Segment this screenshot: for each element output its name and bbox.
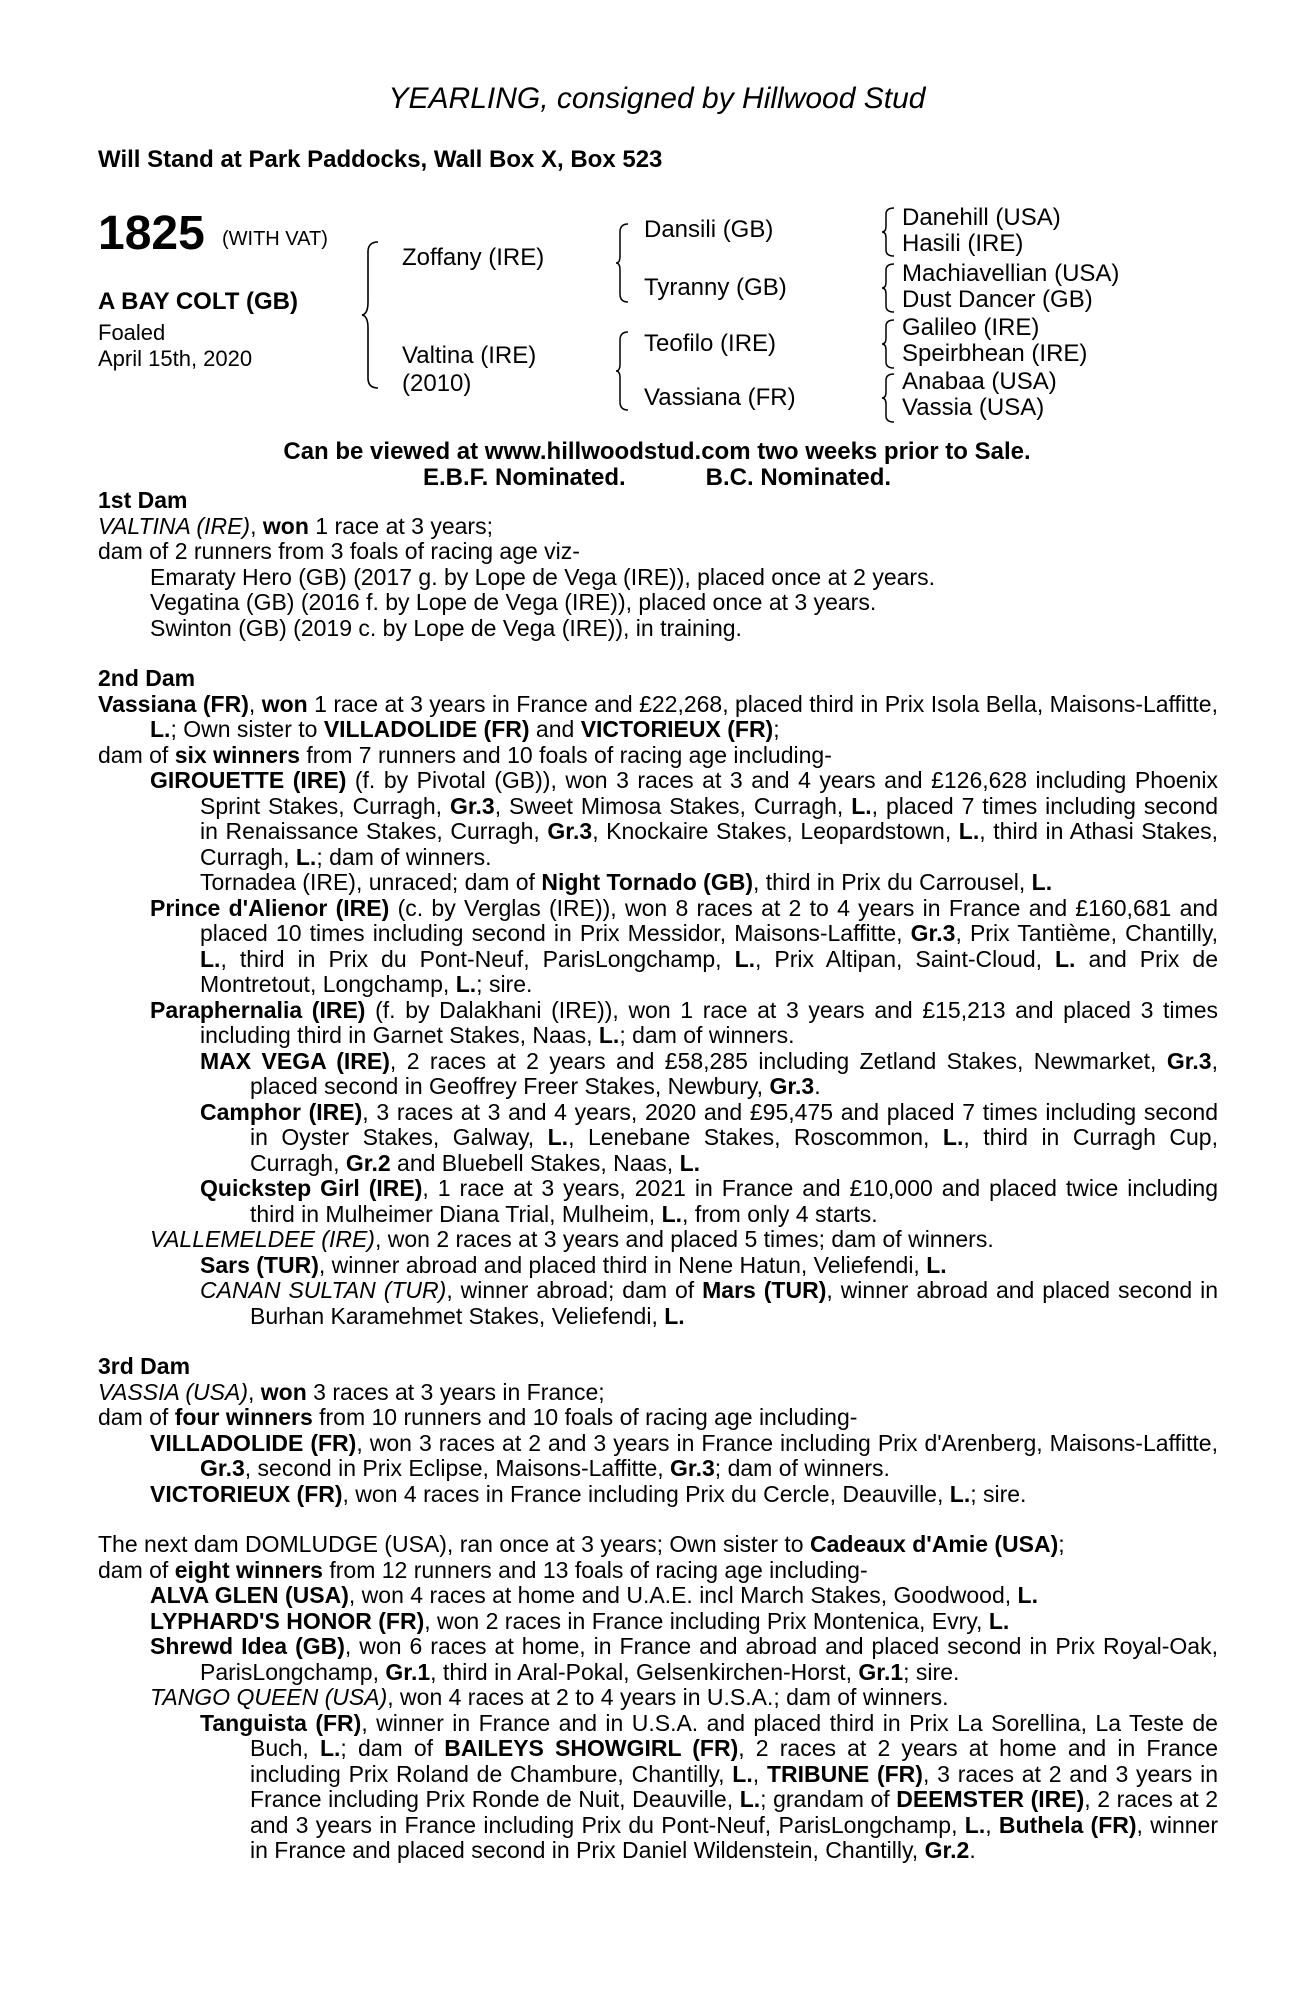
- first-dam-produce: dam of 2 runners from 3 foals of racing age viz-: [98, 538, 580, 564]
- pedigree-gen2: Teofilo (IRE): [644, 330, 777, 357]
- progeny-entry: ALVA GLEN (USA), won 4 races at home and U.A.E. incl March Stakes, Goodwood, L.: [150, 1582, 1038, 1608]
- progeny-entry: Vegatina (GB) (2016 f. by Lope de Vega (IRE)), placed once at 3 years.: [150, 589, 877, 615]
- pedigree-gen3: Hasili (IRE): [902, 230, 1024, 257]
- third-dam-produce: dam of four winners from 10 runners and 10 foals of racing age including-: [98, 1404, 858, 1430]
- third-dam-record: VASSIA (USA), won 3 races at 3 years in France;: [98, 1378, 605, 1405]
- progeny-entry: GIROUETTE (IRE) (f. by Pivotal (GB)), won 3 races at 3 and 4 years and £126,628 including Phoenix Sprint Stakes, Curragh, Gr.3, Sweet Mimosa Stakes, Curragh, L., placed 7 times including second in Renaissance Stakes, Curragh, Gr.3, Knockaire Stakes, Leopardstown, L., third in Athasi Stakes, Curragh, L.; dam of winners.: [150, 767, 1218, 870]
- pedigree-gen3: Danehill (USA): [902, 204, 1061, 231]
- pedigree-gen3: Galileo (IRE): [902, 314, 1040, 341]
- progeny-entry: Paraphernalia (IRE) (f. by Dalakhani (IRE)), won 1 race at 3 years and £15,213 and placed 3 times including third in Garnet Stakes, Naas, L.; dam of winners.: [150, 996, 1218, 1048]
- progeny-entry: LYPHARD'S HONOR (FR), won 2 races in France including Prix Montenica, Evry, L.: [150, 1607, 1010, 1634]
- progeny-entry: VICTORIEUX (FR), won 4 races in France including Prix du Cercle, Deauville, L.; sire.: [150, 1480, 1027, 1507]
- viewing-note: Can be viewed at www.hillwoodstud.com two weeks prior to Sale.: [283, 438, 1031, 465]
- progeny-entry: Quickstep Girl (IRE), 1 race at 3 years, 2021 in France and £10,000 and placed twice including third in Mulheimer Diana Trial, Mulheim, L., from only 4 starts.: [200, 1175, 1218, 1227]
- pedigree-brace: [880, 372, 896, 424]
- pedigree-gen3: Machiavellian (USA): [902, 260, 1120, 287]
- stand-location: Will Stand at Park Paddocks, Wall Box X, Box 523: [98, 146, 663, 173]
- next-dam-produce: dam of eight winners from 12 runners and 13 foals of racing age including-: [98, 1556, 868, 1583]
- progeny-entry: Emaraty Hero (GB) (2017 g. by Lope de Vega (IRE)), placed once at 2 years.: [150, 563, 935, 590]
- ebf-nomination: E.B.F. Nominated.: [422, 464, 626, 491]
- first-dam-heading: 1st Dam: [98, 487, 188, 513]
- page-title: YEARLING, consigned by Hillwood Stud: [388, 82, 926, 115]
- second-dam-heading: 2nd Dam: [98, 665, 196, 691]
- pedigree-gen2: Vassiana (FR): [644, 384, 796, 411]
- catalogue-body: [98, 488, 1218, 1864]
- progeny-entry: Tanguista (FR), winner in France and in U.S.A. and placed third in Prix La Sorellina, La Teste de Buch, L.; dam of BAILEYS SHOWGIRL (FR), 2 races at 2 years at home and in France including Prix Roland de Chambure, Chantilly, L., TRIBUNE (FR), 3 races at 2 and 3 years in France including Prix Ronde de Nuit, Deauville, L.; grandam of DEEMSTER (IRE), 2 races at 2 and 3 years in France including Prix du Pont-Neuf, ParisLongchamp, L., Buthela (FR), winner in France and placed second in Prix Daniel Wildenstein, Chantilly, Gr.2.: [200, 1709, 1218, 1863]
- progeny-entry: Tornadea (IRE), unraced; dam of Night Tornado (GB), third in Prix du Carrousel, L.: [200, 869, 1053, 895]
- pedigree-brace: [880, 206, 896, 258]
- pedigree-gen2: Dansili (GB): [644, 216, 774, 243]
- pedigree-brace: [614, 330, 630, 412]
- lot-number: 1825: [98, 207, 205, 260]
- next-dam-record: The next dam DOMLUDGE (USA), ran once at 3 years; Own sister to Cadeaux d'Amie (USA);: [98, 1531, 1065, 1557]
- second-dam-record: Vassiana (FR), won 1 race at 3 years in France and £22,268, placed third in Prix Isola Bella, Maisons-Laffitte, L.; Own sister to VILLADOLIDE (FR) and VICTORIEUX (FR);: [98, 690, 1218, 742]
- progeny-entry: Swinton (GB) (2019 c. by Lope de Vega (IRE)), in training.: [150, 614, 742, 641]
- vat-note: (WITH VAT): [222, 228, 328, 250]
- pedigree-gen2: Tyranny (GB): [644, 274, 787, 301]
- progeny-entry: Shrewd Idea (GB), won 6 races at home, in France and abroad and placed second in Prix Royal-Oak, ParisLongchamp, Gr.1, third in Aral-Pokal, Gelsenkirchen-Horst, Gr.1; sire.: [150, 1633, 1218, 1685]
- progeny-entry: CANAN SULTAN (TUR), winner abroad; dam of Mars (TUR), winner abroad and placed second in Burhan Karamehmet Stakes, Veliefendi, L.: [200, 1277, 1218, 1329]
- third-dam-heading: 3rd Dam: [98, 1353, 191, 1379]
- progeny-entry: VILLADOLIDE (FR), won 3 races at 2 and 3 years in France including Prix d'Arenberg, Maisons-Laffitte, Gr.3, second in Prix Eclipse, Maisons-Laffitte, Gr.3; dam of winners.: [150, 1429, 1218, 1481]
- pedigree-sire: Zoffany (IRE): [402, 244, 545, 271]
- progeny-entry: Camphor (IRE), 3 races at 3 and 4 years, 2020 and £95,475 and placed 7 times including second in Oyster Stakes, Galway, L., Lenebane Stakes, Roscommon, L., third in Curragh Cup, Curragh, Gr.2 and Bluebell Stakes, Naas, L.: [200, 1098, 1218, 1176]
- progeny-entry: TANGO QUEEN (USA), won 4 races at 2 to 4 years in U.S.A.; dam of winners.: [150, 1684, 949, 1710]
- pedigree-brace: [880, 262, 896, 314]
- first-dam-record: VALTINA (IRE), won 1 race at 3 years;: [98, 512, 493, 539]
- pedigree-gen3: Anabaa (USA): [902, 368, 1057, 395]
- bc-nomination: B.C. Nominated.: [705, 464, 892, 491]
- pedigree-brace: [360, 240, 382, 390]
- pedigree-dam: Valtina (IRE): [402, 342, 537, 369]
- pedigree-dam-year: (2010): [402, 370, 472, 397]
- pedigree-gen3: Vassia (USA): [902, 394, 1045, 421]
- progeny-entry: Sars (TUR), winner abroad and placed third in Nene Hatun, Veliefendi, L.: [200, 1251, 947, 1278]
- foaled-date: April 15th, 2020: [98, 346, 253, 371]
- progeny-entry: VALLEMELDEE (IRE), won 2 races at 3 years and placed 5 times; dam of winners.: [150, 1226, 994, 1252]
- pedigree-brace: [880, 318, 896, 370]
- progeny-entry: Prince d'Alienor (IRE) (c. by Verglas (IRE)), won 8 races at 2 to 4 years in France and £160,681 and placed 10 times including second in Prix Messidor, Maisons-Laffitte, Gr.3, Prix Tantième, Chantilly, L., third in Prix du Pont-Neuf, ParisLongchamp, L., Prix Altipan, Saint-Cloud, L. and Prix de Montretout, Longchamp, L.; sire.: [150, 894, 1219, 997]
- foaled-label: Foaled: [98, 320, 166, 345]
- pedigree-gen3: Dust Dancer (GB): [902, 286, 1093, 313]
- pedigree-brace: [614, 222, 630, 304]
- second-dam-produce: dam of six winners from 7 runners and 10 foals of racing age including-: [98, 741, 832, 768]
- progeny-entry: MAX VEGA (IRE), 2 races at 2 years and £58,285 including Zetland Stakes, Newmarket, Gr.3, placed second in Geoffrey Freer Stakes, Newbury, Gr.3.: [200, 1047, 1218, 1099]
- horse-description: A BAY COLT (GB): [98, 288, 299, 315]
- pedigree-gen3: Speirbhean (IRE): [902, 340, 1088, 367]
